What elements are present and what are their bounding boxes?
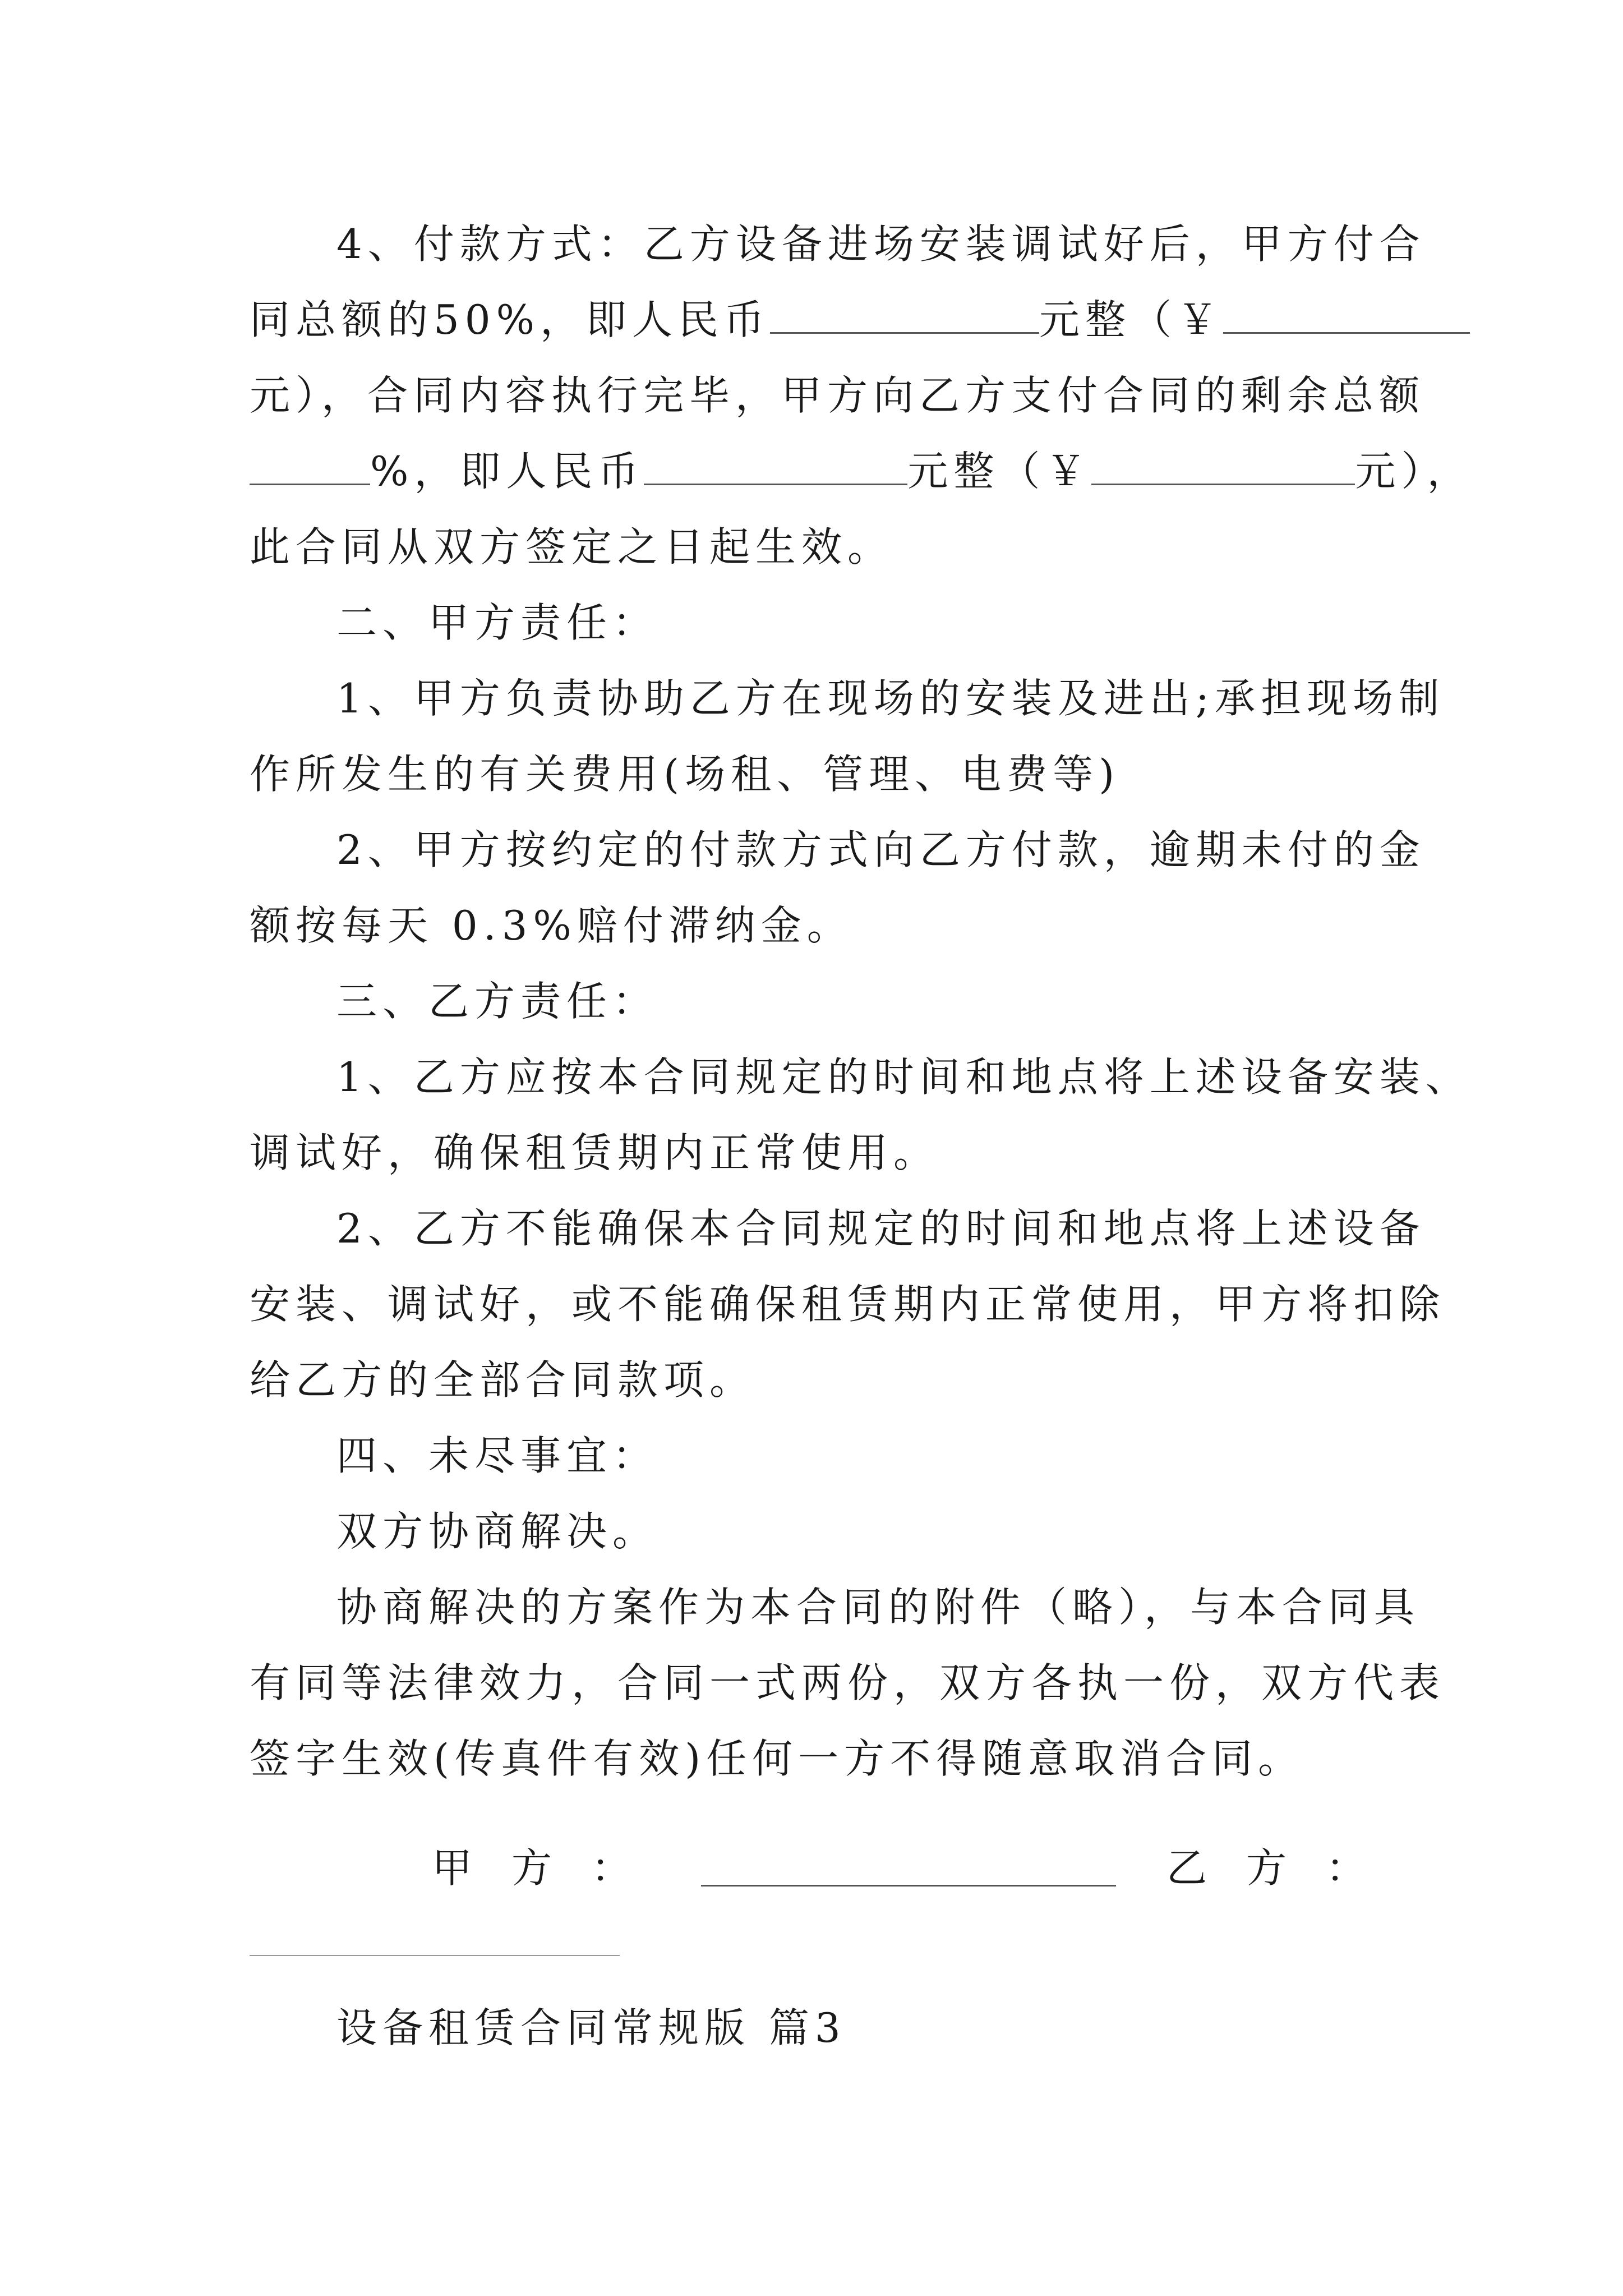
section4-heading-text: 四、未尽事宜： (336, 1432, 659, 1479)
section3-item1-text2: 调试好，确保租赁期内正常使用。 (250, 1129, 940, 1176)
section3-item2-text1: 2、乙方不能确保本合同规定的时间和地点将上述设备 (336, 1205, 1426, 1252)
payment-text-2a: 同总额的50%，即人民币 (250, 296, 771, 343)
next-section-heading (336, 2000, 846, 2056)
section3-heading-text: 三、乙方责任： (336, 978, 659, 1025)
payment-text-4b: 元整（￥ (907, 448, 1092, 495)
party-a-signature-line (701, 1885, 1116, 1887)
section2-item2-text1: 2、甲方按约定的付款方式向乙方付款，逾期未付的金 (336, 826, 1426, 873)
section3-item1-line1 (336, 1049, 1472, 1105)
section2-item1-line2 (250, 746, 1120, 802)
payment-line-1 (336, 216, 1426, 272)
section3-item2-line2 (250, 1276, 1445, 1332)
section4-paragraph2-line2 (250, 1655, 1445, 1711)
amount-number-blank (1223, 298, 1470, 334)
section3-item2-text2: 安装、调试好，或不能确保租赁期内正常使用，甲方将扣除 (250, 1281, 1446, 1328)
section2-item1-line1 (336, 670, 1445, 726)
section2-heading (336, 595, 658, 651)
signature-row (0, 1840, 1623, 1902)
section2-heading-text: 二、甲方责任： (336, 599, 659, 646)
payment-text-2b: 元整（￥ (1039, 296, 1224, 343)
section4-paragraph2-line3 (250, 1731, 1304, 1787)
payment-line-3 (250, 367, 1425, 424)
party-a-label: 甲方： (432, 1844, 671, 1892)
section2-item2-line2 (250, 898, 853, 954)
section4-p2-text3: 签字生效(传真件有效)任何一方不得随意取消合同。 (250, 1735, 1304, 1782)
payment-line-2 (250, 292, 1470, 348)
amount-blank (770, 298, 1039, 334)
payment-text-4a: %，即人民币 (370, 448, 644, 495)
payment-line-4 (250, 443, 1473, 499)
section2-item2-line1 (336, 822, 1426, 878)
payment-text-3: 元），合同内容执行完毕，甲方向乙方支付合同的剩余总额 (250, 372, 1426, 419)
section2-item1-text1: 1、甲方负责协助乙方在现场的安装及进出;承担现场制 (336, 675, 1445, 722)
section3-item1-line2 (250, 1125, 939, 1181)
section4-p2-text1: 协商解决的方案作为本合同的附件（略），与本合同具 (336, 1584, 1421, 1631)
next-section-heading-text: 设备租赁合同常规版 篇3 (336, 2004, 846, 2051)
payment-text-5: 此合同从双方签定之日起生效。 (250, 523, 894, 570)
amount-blank-2 (644, 450, 907, 485)
section3-item2-text3: 给乙方的全部合同款项。 (250, 1356, 756, 1404)
payment-text-1: 4、付款方式：乙方设备进场安装调试好后，甲方付合 (336, 220, 1426, 268)
section4-heading (336, 1428, 658, 1484)
section3-item2-line3 (250, 1352, 755, 1408)
payment-text-4c: 元）， (1355, 448, 1473, 495)
section4-paragraph2-line1 (336, 1579, 1420, 1635)
party-b-label: 乙方： (1166, 1844, 1406, 1892)
section4-p2-text2: 有同等法律效力，合同一式两份，双方各执一份，双方代表 (250, 1659, 1446, 1706)
section3-item1-text1: 1、乙方应按本合同规定的时间和地点将上述设备安装、 (336, 1053, 1472, 1101)
section4-paragraph1 (336, 1503, 658, 1559)
payment-line-5 (250, 519, 893, 575)
page-divider (250, 1955, 620, 1956)
section2-item2-text2: 额按每天 0.3%赔付滞纳金。 (250, 902, 853, 949)
section3-heading (336, 973, 658, 1029)
percent-blank (250, 450, 370, 485)
section2-item1-text2: 作所发生的有关费用(场租、管理、电费等) (250, 751, 1121, 798)
section3-item2-line1 (336, 1200, 1426, 1257)
amount-number-blank-2 (1091, 450, 1355, 485)
section4-p1-text: 双方协商解决。 (336, 1508, 659, 1555)
